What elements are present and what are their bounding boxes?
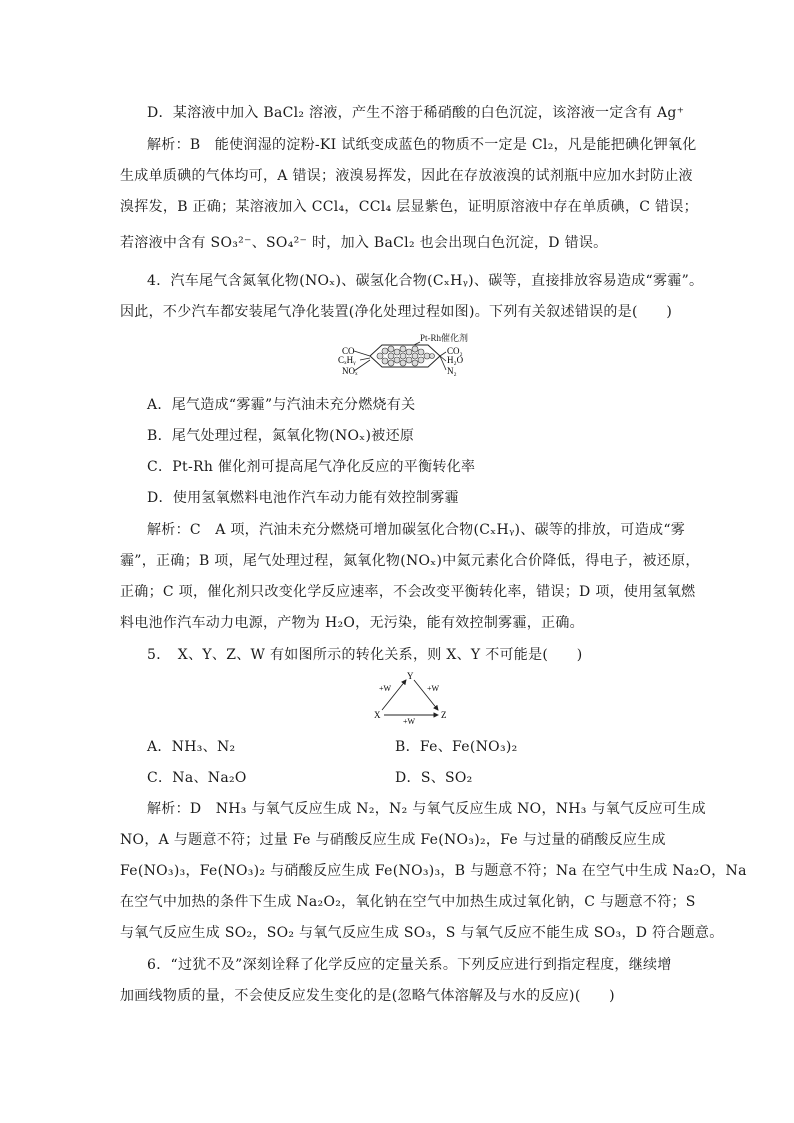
q5-option-b: B．Fe、Fe(NO₃)₂ — [395, 739, 518, 755]
catalytic-converter-diagram — [328, 330, 488, 382]
output-h2o: H₂O — [447, 355, 464, 365]
q3-analysis-line: 生成单质碘的气体均可，A 错误；液溴易挥发，因此在存放液溴的试剂瓶中应加水封防止液 — [120, 168, 693, 184]
q5-analysis-line: 解析：D NH₃ 与氧气反应生成 N₂，N₂ 与氧气反应生成 NO，NH₃ 与氧气反应可生成 — [147, 801, 706, 817]
q4-stem-line: 因此，不少汽车都安装尾气净化装置(净化处理过程如图)。下列有关叙述错误的是( ) — [120, 304, 673, 320]
node-x: X — [374, 710, 381, 720]
edge-label-yz: +W — [427, 684, 440, 693]
q4-option-c: C．Pt-Rh 催化剂可提高尾气净化反应的平衡转化率 — [147, 459, 476, 475]
q5-analysis-line: 在空气中加热的条件下生成 Na₂O₂，氧化钠在空气中加热生成过氧化钠，C 与题意不符；S — [120, 894, 696, 910]
q3-analysis-line: 若溶液中含有 SO₃²⁻、SO₄²⁻ 时，加入 BaCl₂ 也会出现白色沉淀，D 错误。 — [120, 235, 608, 251]
q4-option-d: D．使用氢氧燃料电池作汽车动力能有效控制雾霾 — [147, 490, 459, 506]
input-cxhy: CₓHᵧ — [338, 355, 356, 365]
node-y: Y — [407, 671, 414, 681]
edge-label-xz: +W — [403, 717, 416, 726]
output-n2: N₂ — [447, 366, 457, 376]
q4-stem-line: 4．汽车尾气含氮氧化物(NOₓ)、碳氢化合物(CₓHᵧ)、碳等，直接排放容易造成“雾霾”。 — [147, 273, 704, 289]
q4-analysis-line: 正确；C 项，催化剂只改变化学反应速率，不会改变平衡转化率，错误；D 项，使用氢氧燃 — [120, 584, 696, 600]
q5-option-c: C．Na、Na₂O — [147, 770, 247, 786]
q5-analysis-line: NO，A 与题意不符；过量 Fe 与硝酸反应生成 Fe(NO₃)₂，Fe 与过量的硝酸反应生成 — [120, 832, 666, 848]
edge-label-xy: +W — [379, 684, 392, 693]
q4-analysis-line: 料电池作汽车动力电源，产物为 H₂O，无污染，能有效控制雾霾，正确。 — [120, 615, 584, 631]
q6-stem-line: 6．“过犹不及”深刻诠释了化学反应的定量关系。下列反应进行到指定程度，继续增 — [147, 957, 672, 973]
q3-option-d: D．某溶液中加入 BaCl₂ 溶液，产生不溶于稀硝酸的白色沉淀，该溶液一定含有 Ag⁺ — [147, 105, 685, 121]
q5-stem: 5． X、Y、Z、W 有如图所示的转化关系，则 X、Y 不可能是( ) — [147, 647, 583, 663]
node-z: Z — [441, 710, 447, 720]
output-co2: CO₂ — [447, 346, 463, 356]
conversion-triangle-diagram — [370, 670, 454, 726]
q4-analysis-line: 解析：C A 项，汽油未充分燃烧可增加碳氢化合物(CₓHᵧ)、碳等的排放，可造成“雾 — [147, 522, 686, 538]
q3-analysis-line: 溴挥发，B 正确；某溶液加入 CCl₄，CCl₄ 层显紫色，证明原溶液中存在单质碘，C 错误； — [120, 199, 698, 215]
q5-option-a: A．NH₃、N₂ — [147, 739, 236, 755]
q4-option-b: B．尾气处理过程，氮氧化物(NOₓ)被还原 — [147, 428, 415, 444]
catalyst-label: Pt-Rh催化剂 — [420, 333, 469, 343]
q5-analysis-line: 与氧气反应生成 SO₂，SO₂ 与氧气反应生成 SO₃，S 与氧气反应不能生成 SO₃，D 符合题意。 — [120, 925, 724, 941]
q4-option-a: A．尾气造成“雾霾”与汽油未充分燃烧有关 — [147, 397, 416, 413]
q5-option-d: D．S、SO₂ — [395, 770, 473, 786]
input-nox: NOₓ — [342, 366, 358, 376]
q6-stem-line: 加画线物质的量，不会使反应发生变化的是(忽略气体溶解及与水的反应)( ) — [120, 988, 615, 1004]
q3-analysis-line: 解析：B 能使润湿的淀粉-KI 试纸变成蓝色的物质不一定是 Cl₂，凡是能把碘化钾氧化 — [147, 137, 697, 153]
input-co: CO — [342, 346, 355, 356]
q5-analysis-line: Fe(NO₃)₃，Fe(NO₃)₂ 与硝酸反应生成 Fe(NO₃)₃，B 与题意不符；Na 在空气中生成 Na₂O，Na — [120, 863, 747, 879]
q4-analysis-line: 霾”，正确；B 项，尾气处理过程，氮氧化物(NOₓ)中氮元素化合价降低，得电子，被还原， — [120, 553, 700, 569]
